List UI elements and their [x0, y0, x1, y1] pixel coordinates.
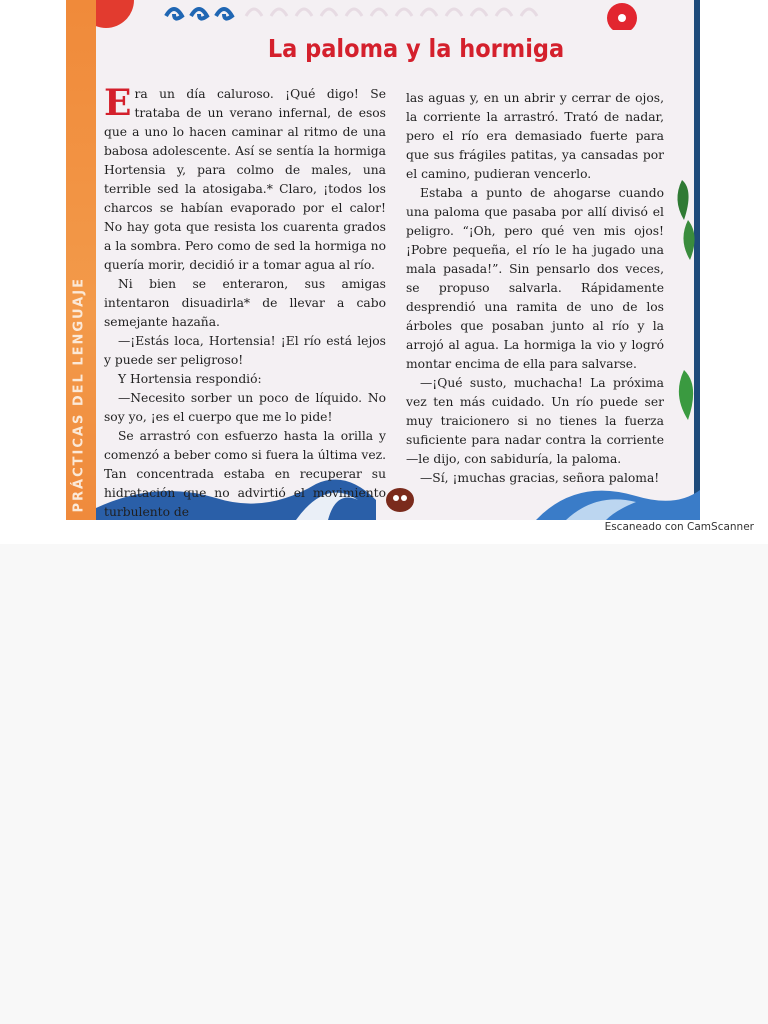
paragraph: las aguas y, en un abrir y cerrar de ojos, la corriente la arrastró. Trató de nadar, pero el río era demasiado fuerte para que sus frágiles patitas, ya cansadas por el camino, pudieran vencerlo.	[406, 91, 664, 181]
paragraph: Y Hortensia respondió:	[118, 372, 262, 386]
paragraph: —¡Qué susto, muchacha! La próxima vez ten más cuidado. Un río puede ser muy traicionero si no tienes la fuerza suficiente para nadar contra la corriente —le dijo, con sabiduría, la paloma.	[406, 376, 664, 466]
paragraph: —Necesito sorber un poco de líquido. No soy yo, ¡es el cuerpo que me lo pide!	[104, 391, 386, 424]
scanner-watermark: Escaneado con CamScanner	[604, 521, 754, 533]
leaves-decoration	[664, 180, 700, 440]
section-strip	[66, 0, 96, 520]
paragraph: Ni bien se enteraron, sus amigas intentaron disuadirla* de llevar a cabo semejante hazaña.	[104, 277, 386, 329]
paragraph: Era un día caluroso. ¡Qué digo! Se trataba de un verano infernal, de esos que a uno lo hacen caminar al ritmo de una babosa adolescente. Así se sentía la hormiga Hortensia y, para colmo de males, una terrible sed la atosigaba.* Claro, ¡todos los charcos se habían evaporado por el calor! No hay gota que resista los cuarenta grados a la sombra. Pero como de sed la hormiga no quería morir, decidió ir a tomar agua al río.	[104, 82, 386, 272]
paragraph: —Sí, ¡muchas gracias, señora paloma!	[420, 471, 660, 485]
drop-cap: E	[104, 82, 132, 124]
left-text-column	[104, 82, 386, 522]
paragraph: —¡Estás loca, Hortensia! ¡El río está lejos y puede ser peligroso!	[104, 334, 386, 367]
section-label: PRÁCTICAS DEL LENGUAJE	[71, 277, 87, 513]
paragraph: Se arrastró con esfuerzo hasta la orilla y comenzó a beber como si fuera la última vez. Tan concentrada estaba en recuperar su hidratación que no advirtió el movimiento turbulento de	[104, 429, 386, 519]
story-title: La paloma y la hormiga	[267, 34, 565, 63]
paragraph: Estaba a punto de ahogarse cuando una paloma que pasaba por allí divisó el peligro. “¡Oh, pero qué ven mis ojos! ¡Pobre pequeña, el río le ha jugado una mala pasada!”. Sin pensarlo dos veces, se propuso salvarla. Rápidamente desprendió una ramita de uno de los árboles que posaban junto al río y la arrojó al agua. La hormiga la vio y logró montar encima de ella para salvarse.	[406, 186, 664, 371]
top-wave-decoration	[96, 0, 700, 30]
right-text-column	[406, 89, 664, 488]
